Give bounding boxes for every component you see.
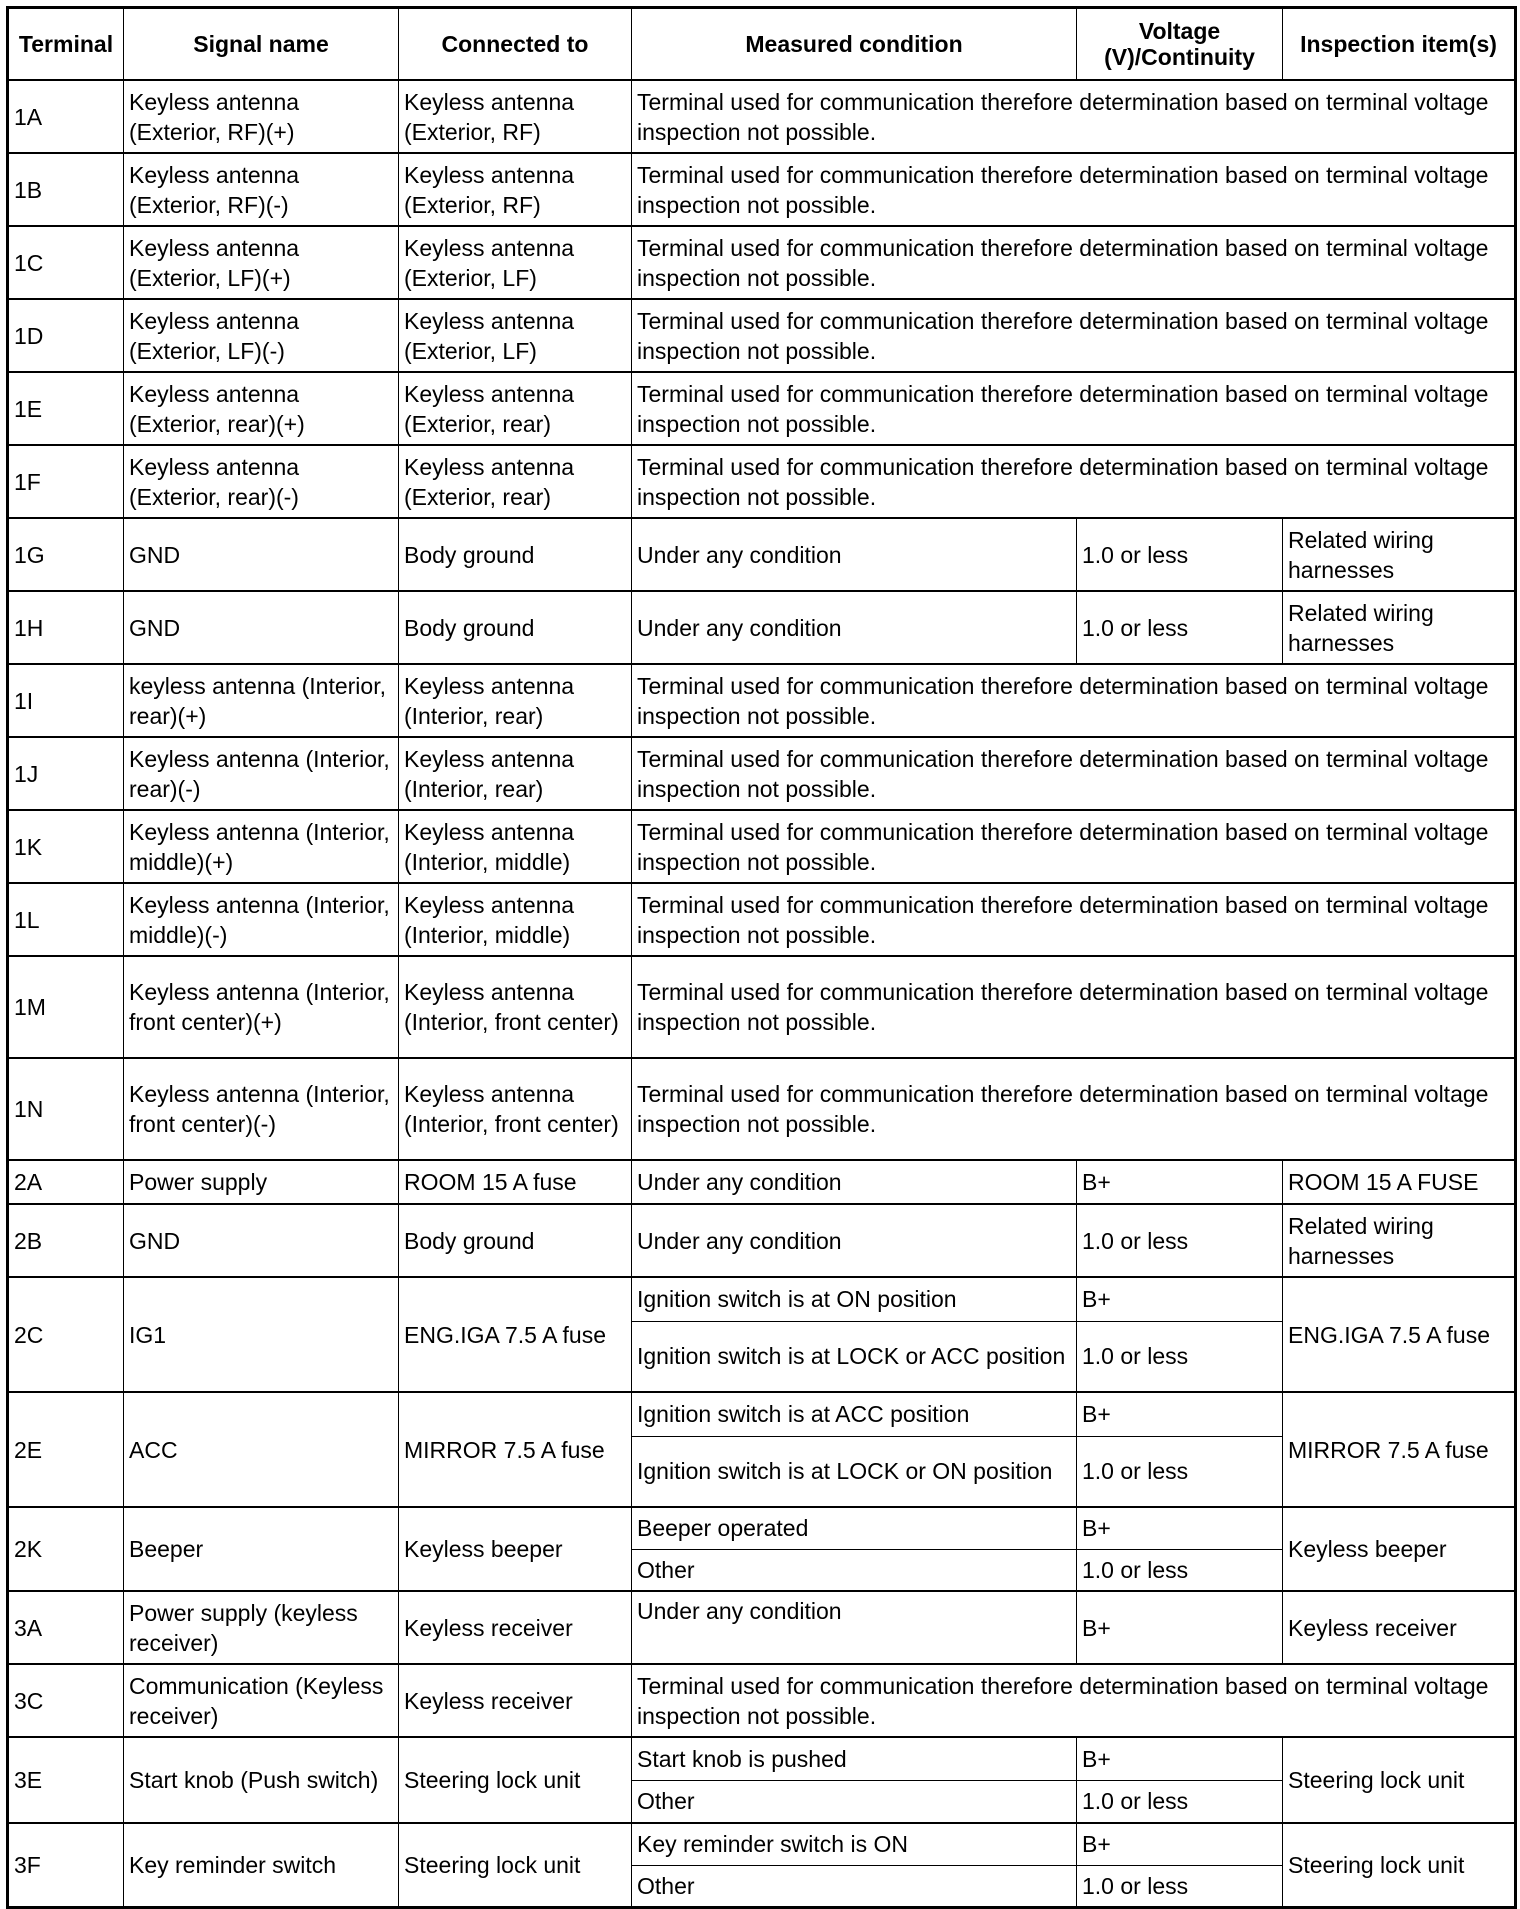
signal-name-cell: Keyless antenna (Exterior, rear)(-) (124, 445, 399, 518)
connected-to-cell: Keyless receiver (399, 1664, 632, 1737)
measured-condition-cell: Other (632, 1865, 1077, 1907)
inspection-item-cell: Related wiring harnesses (1283, 1204, 1516, 1277)
signal-name-cell: ACC (124, 1392, 399, 1507)
connected-to-cell: Body ground (399, 518, 632, 591)
measured-condition-note-cell: Terminal used for communication therefore determination based on terminal voltage inspection not possible. (632, 80, 1516, 153)
measured-condition-cell: Key reminder switch is ON (632, 1823, 1077, 1865)
inspection-item-cell: MIRROR 7.5 A fuse (1283, 1392, 1516, 1507)
terminal-cell: 3E (8, 1737, 124, 1823)
measured-condition-cell: Under any condition (632, 518, 1077, 591)
measured-condition-cell: Start knob is pushed (632, 1737, 1077, 1780)
terminal-cell: 1A (8, 80, 124, 153)
signal-name-cell: Keyless antenna (Interior, middle)(+) (124, 810, 399, 883)
connected-to-cell: MIRROR 7.5 A fuse (399, 1392, 632, 1507)
voltage-continuity-cell: 1.0 or less (1077, 1436, 1283, 1507)
terminal-cell: 1E (8, 372, 124, 445)
terminal-cell: 1M (8, 956, 124, 1058)
terminal-cell: 1B (8, 153, 124, 226)
terminal-cell: 1G (8, 518, 124, 591)
terminal-cell: 3F (8, 1823, 124, 1907)
table-row (8, 1160, 1516, 1204)
connected-to-cell: Keyless antenna (Interior, middle) (399, 883, 632, 956)
signal-name-cell: keyless antenna (Interior, rear)(+) (124, 664, 399, 737)
signal-name-cell: GND (124, 518, 399, 591)
measured-condition-cell: Under any condition (632, 1160, 1077, 1204)
measured-condition-note-cell: Terminal used for communication therefore determination based on terminal voltage inspection not possible. (632, 810, 1516, 883)
header-row (8, 8, 1516, 81)
terminal-inspection-table (6, 6, 1517, 1909)
terminal-cell: 2B (8, 1204, 124, 1277)
measured-condition-cell: Other (632, 1549, 1077, 1591)
connected-to-cell: Keyless antenna (Interior, rear) (399, 737, 632, 810)
terminal-cell: 1N (8, 1058, 124, 1160)
table-row (8, 445, 1516, 518)
table-row (8, 299, 1516, 372)
voltage-continuity-cell: 1.0 or less (1077, 1204, 1283, 1277)
table-row (8, 1823, 1516, 1865)
connected-to-cell: Keyless receiver (399, 1591, 632, 1664)
connected-to-cell: Steering lock unit (399, 1737, 632, 1823)
terminal-cell: 1I (8, 664, 124, 737)
signal-name-cell: Keyless antenna (Interior, middle)(-) (124, 883, 399, 956)
table-row (8, 226, 1516, 299)
measured-condition-cell: Under any condition (632, 1204, 1077, 1277)
signal-name-cell: Keyless antenna (Exterior, RF)(-) (124, 153, 399, 226)
voltage-continuity-cell: B+ (1077, 1277, 1283, 1321)
connected-to-cell: Keyless antenna (Exterior, RF) (399, 80, 632, 153)
terminal-cell: 1J (8, 737, 124, 810)
table-row (8, 1392, 1516, 1436)
terminal-cell: 2A (8, 1160, 124, 1204)
signal-name-cell: Keyless antenna (Exterior, RF)(+) (124, 80, 399, 153)
table-row (8, 1664, 1516, 1737)
connected-to-cell: Keyless antenna (Exterior, rear) (399, 445, 632, 518)
voltage-continuity-cell: 1.0 or less (1077, 1865, 1283, 1907)
table-row (8, 883, 1516, 956)
terminal-cell: 1K (8, 810, 124, 883)
connected-to-cell: Body ground (399, 1204, 632, 1277)
signal-name-cell: Keyless antenna (Exterior, rear)(+) (124, 372, 399, 445)
connected-to-cell: Keyless antenna (Exterior, LF) (399, 226, 632, 299)
inspection-item-cell: Related wiring harnesses (1283, 518, 1516, 591)
table-row (8, 518, 1516, 591)
header-signal-name: Signal name (124, 8, 399, 81)
terminal-cell: 2K (8, 1507, 124, 1591)
voltage-continuity-cell: 1.0 or less (1077, 1549, 1283, 1591)
measured-condition-note-cell: Terminal used for communication therefore determination based on terminal voltage inspection not possible. (632, 883, 1516, 956)
measured-condition-note-cell: Terminal used for communication therefore determination based on terminal voltage inspection not possible. (632, 1058, 1516, 1160)
measured-condition-note-cell: Terminal used for communication therefore determination based on terminal voltage inspection not possible. (632, 1664, 1516, 1737)
table-row (8, 1507, 1516, 1549)
connected-to-cell: Body ground (399, 591, 632, 664)
measured-condition-note-cell: Terminal used for communication therefore determination based on terminal voltage inspection not possible. (632, 299, 1516, 372)
measured-condition-note-cell: Terminal used for communication therefore determination based on terminal voltage inspection not possible. (632, 956, 1516, 1058)
measured-condition-cell: Ignition switch is at ACC position (632, 1392, 1077, 1436)
connected-to-cell: Keyless antenna (Interior, middle) (399, 810, 632, 883)
measured-condition-note-cell: Terminal used for communication therefore determination based on terminal voltage inspection not possible. (632, 664, 1516, 737)
header-voltage-continuity: Voltage (V)/Continuity (1077, 8, 1283, 81)
voltage-continuity-cell: B+ (1077, 1507, 1283, 1549)
voltage-continuity-cell: 1.0 or less (1077, 1321, 1283, 1392)
signal-name-cell: Power supply (keyless receiver) (124, 1591, 399, 1664)
table-row (8, 1204, 1516, 1277)
measured-condition-cell: Under any condition (632, 591, 1077, 664)
table-row (8, 153, 1516, 226)
signal-name-cell: Keyless antenna (Exterior, LF)(-) (124, 299, 399, 372)
table-row (8, 1737, 1516, 1780)
connected-to-cell: ENG.IGA 7.5 A fuse (399, 1277, 632, 1392)
voltage-continuity-cell: 1.0 or less (1077, 591, 1283, 664)
inspection-item-cell: Related wiring harnesses (1283, 591, 1516, 664)
signal-name-cell: Communication (Keyless receiver) (124, 1664, 399, 1737)
signal-name-cell: Beeper (124, 1507, 399, 1591)
measured-condition-note-cell: Terminal used for communication therefore determination based on terminal voltage inspection not possible. (632, 153, 1516, 226)
table-row (8, 956, 1516, 1058)
terminal-cell: 1D (8, 299, 124, 372)
terminal-cell: 1H (8, 591, 124, 664)
terminal-cell: 3C (8, 1664, 124, 1737)
measured-condition-cell: Under any condition (632, 1591, 1077, 1664)
table-row (8, 737, 1516, 810)
connected-to-cell: Keyless antenna (Interior, front center) (399, 1058, 632, 1160)
measured-condition-note-cell: Terminal used for communication therefore determination based on terminal voltage inspection not possible. (632, 372, 1516, 445)
terminal-cell: 1L (8, 883, 124, 956)
connected-to-cell: ROOM 15 A fuse (399, 1160, 632, 1204)
signal-name-cell: Keyless antenna (Interior, front center)(-) (124, 1058, 399, 1160)
measured-condition-cell: Ignition switch is at LOCK or ACC position (632, 1321, 1077, 1392)
table-row (8, 664, 1516, 737)
voltage-continuity-cell: B+ (1077, 1392, 1283, 1436)
connected-to-cell: Keyless antenna (Exterior, rear) (399, 372, 632, 445)
signal-name-cell: GND (124, 1204, 399, 1277)
inspection-item-cell: ENG.IGA 7.5 A fuse (1283, 1277, 1516, 1392)
signal-name-cell: Keyless antenna (Exterior, LF)(+) (124, 226, 399, 299)
table-row (8, 1591, 1516, 1664)
voltage-continuity-cell: B+ (1077, 1591, 1283, 1664)
measured-condition-note-cell: Terminal used for communication therefore determination based on terminal voltage inspection not possible. (632, 445, 1516, 518)
measured-condition-cell: Beeper operated (632, 1507, 1077, 1549)
voltage-continuity-cell: B+ (1077, 1823, 1283, 1865)
header-inspection-items: Inspection item(s) (1283, 8, 1516, 81)
voltage-continuity-cell: 1.0 or less (1077, 1780, 1283, 1823)
table-row (8, 372, 1516, 445)
signal-name-cell: Keyless antenna (Interior, rear)(-) (124, 737, 399, 810)
inspection-item-cell: Keyless beeper (1283, 1507, 1516, 1591)
measured-condition-note-cell: Terminal used for communication therefore determination based on terminal voltage inspection not possible. (632, 737, 1516, 810)
voltage-continuity-cell: B+ (1077, 1160, 1283, 1204)
header-terminal: Terminal (8, 8, 124, 81)
connected-to-cell: Keyless antenna (Interior, front center) (399, 956, 632, 1058)
table-row (8, 80, 1516, 153)
terminal-cell: 3A (8, 1591, 124, 1664)
connected-to-cell: Steering lock unit (399, 1823, 632, 1907)
measured-condition-cell: Other (632, 1780, 1077, 1823)
signal-name-cell: Keyless antenna (Interior, front center)(+) (124, 956, 399, 1058)
inspection-item-cell: ROOM 15 A FUSE (1283, 1160, 1516, 1204)
inspection-item-cell: Steering lock unit (1283, 1823, 1516, 1907)
measured-condition-cell: Ignition switch is at ON position (632, 1277, 1077, 1321)
voltage-continuity-cell: 1.0 or less (1077, 518, 1283, 591)
connected-to-cell: Keyless beeper (399, 1507, 632, 1591)
measured-condition-cell: Ignition switch is at LOCK or ON position (632, 1436, 1077, 1507)
table-row (8, 591, 1516, 664)
measured-condition-note-cell: Terminal used for communication therefore determination based on terminal voltage inspection not possible. (632, 226, 1516, 299)
connected-to-cell: Keyless antenna (Exterior, LF) (399, 299, 632, 372)
signal-name-cell: Start knob (Push switch) (124, 1737, 399, 1823)
signal-name-cell: Power supply (124, 1160, 399, 1204)
table-row (8, 1277, 1516, 1321)
table-row (8, 810, 1516, 883)
header-connected-to: Connected to (399, 8, 632, 81)
voltage-continuity-cell: B+ (1077, 1737, 1283, 1780)
inspection-item-cell: Steering lock unit (1283, 1737, 1516, 1823)
inspection-item-cell: Keyless receiver (1283, 1591, 1516, 1664)
signal-name-cell: IG1 (124, 1277, 399, 1392)
terminal-cell: 2C (8, 1277, 124, 1392)
terminal-cell: 2E (8, 1392, 124, 1507)
terminal-cell: 1F (8, 445, 124, 518)
signal-name-cell: Key reminder switch (124, 1823, 399, 1907)
connected-to-cell: Keyless antenna (Exterior, RF) (399, 153, 632, 226)
connected-to-cell: Keyless antenna (Interior, rear) (399, 664, 632, 737)
signal-name-cell: GND (124, 591, 399, 664)
terminal-cell: 1C (8, 226, 124, 299)
table-row (8, 1058, 1516, 1160)
header-measured-condition: Measured condition (632, 8, 1077, 81)
